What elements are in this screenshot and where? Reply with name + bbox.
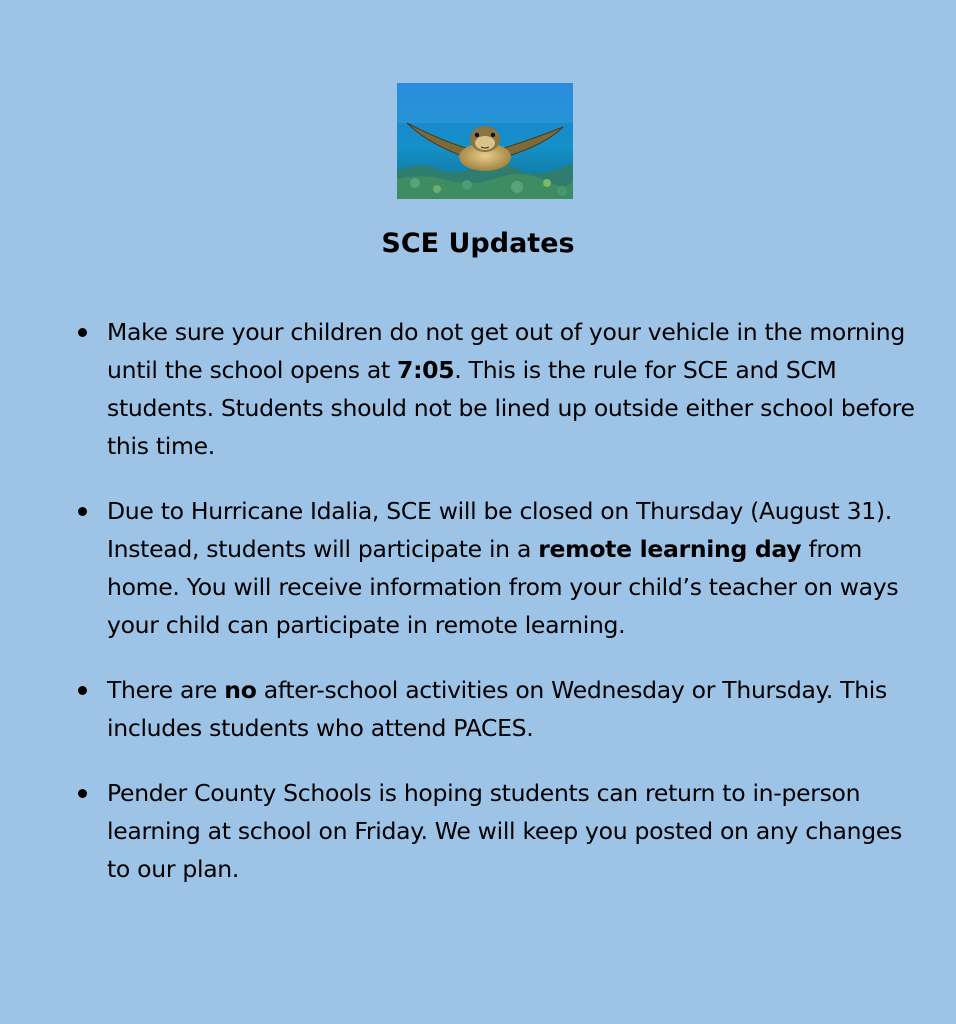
bullet-icon [78, 789, 87, 798]
sea-turtle-photo [397, 83, 573, 199]
list-item [0, 492, 919, 644]
emphasis-text: remote learning day [538, 535, 802, 563]
text-segment: from home. You will receive information from your child’s teacher on ways your child can participate in remote learning. [107, 535, 899, 639]
emphasis-text: no [224, 676, 257, 704]
text-segment: after-school activities on Wednesday or Thursday. This includes students who attend PACES. [107, 676, 887, 742]
page-title: SCE Updates [381, 228, 575, 259]
list-item [0, 774, 919, 888]
list-item [0, 313, 919, 465]
bullet-icon [78, 507, 87, 516]
bullet-icon [78, 328, 87, 337]
list-item-text [107, 774, 919, 888]
bullet-icon [78, 686, 87, 695]
emphasis-text: 7:05 [397, 356, 455, 384]
updates-list [0, 313, 956, 888]
text-segment: There are [107, 676, 225, 704]
list-item-text [107, 492, 919, 644]
text-segment: . This is the rule for SCE and SCM students. Students should not be lined up outside either school before this time. [107, 356, 915, 460]
list-item-text [107, 313, 919, 465]
list-item [0, 671, 919, 747]
list-item-text [107, 671, 919, 747]
text-segment: Make sure your children do not get out of your vehicle in the morning until the school opens at [107, 318, 905, 384]
text-segment: Due to Hurricane Idalia, SCE will be closed on Thursday (August 31). Instead, students will participate in a [107, 497, 892, 563]
text-segment: Pender County Schools is hoping students can return to in-person learning at school on Friday. We will keep you posted on any changes to our plan. [107, 779, 902, 883]
